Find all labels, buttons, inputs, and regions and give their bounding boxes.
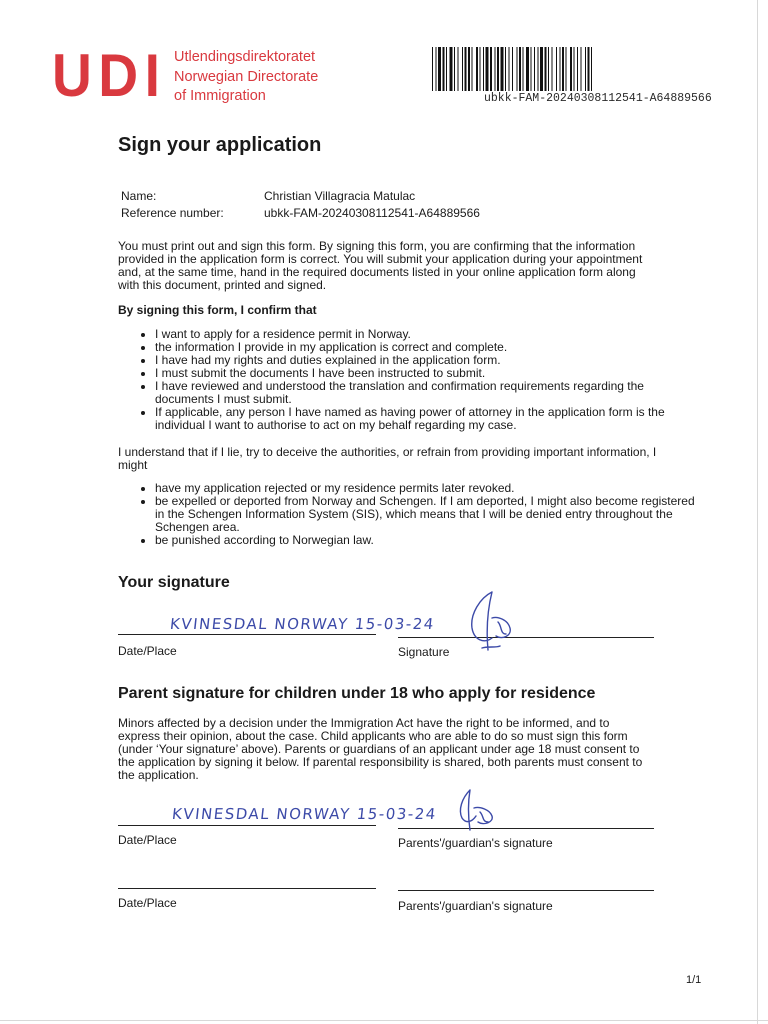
parent-signature-heading: Parent signature for children under 18 who apply for residence: [118, 685, 596, 702]
confirm-item: • If applicable, any person I have named as having power of attorney in the application form is the individual I want to authorise to act on my behalf regarding my case.: [155, 406, 695, 432]
logo-line-2: Norwegian Directorate: [174, 68, 319, 85]
confirm-item: • the information I provide in my application is correct and complete.: [155, 341, 695, 354]
barcode: [432, 47, 696, 91]
guardian-signature: [452, 786, 502, 838]
confirm-heading: By signing this form, I confirm that: [118, 303, 317, 317]
signature-label: Signature: [398, 645, 450, 659]
handwritten-date-place: KVINESDAL NORWAY 15-03-24: [169, 615, 436, 633]
scan-edge-bottom: [0, 1020, 768, 1021]
guardian-signature-label: Parents'/guardian's signature: [398, 836, 553, 850]
handwritten-date-place-guardian: KVINESDAL NORWAY 15-03-24: [171, 805, 438, 823]
date-place-label: Date/Place: [118, 644, 177, 658]
page-title: Sign your application: [118, 134, 322, 156]
scan-edge-right: [757, 0, 758, 1024]
udi-logo: [52, 42, 176, 109]
signature-line: [398, 637, 654, 638]
date-place-line: [118, 634, 376, 635]
intro-paragraph: You must print out and sign this form. By signing this form, you are confirming that the information provided in the application form is correct. You will submit your application during your appointment and, at the same time, hand in the required documents listed in your online application form along with this document, printed and signed.: [118, 239, 643, 292]
applicant-signature: [462, 588, 518, 658]
lie-intro-paragraph: I understand that if I lie, try to deceive the authorities, or refrain from providing important information, I might: [118, 445, 657, 472]
guardian-date-place-label-2: Date/Place: [118, 896, 177, 910]
guardian-signature-line: [398, 828, 654, 829]
consequence-list: [118, 482, 695, 547]
guardian-date-place-line: [118, 825, 376, 826]
page-number: 1/1: [686, 974, 702, 986]
confirm-item: • I must submit the documents I have been instructed to submit.: [155, 367, 695, 380]
logo-line-1: Utlendingsdirektoratet: [174, 49, 316, 65]
udi-logo-text: [174, 48, 318, 107]
consequence-item: • be expelled or deported from Norway and Schengen. If I am deported, I might also become registered in the Schengen Information System (SIS), which means that I will be denied entry throughout the Schengen area.: [155, 495, 695, 534]
udi-logo-mark: UDI: [52, 42, 167, 109]
confirm-item: • I want to apply for a residence permit in Norway.: [155, 328, 695, 341]
confirm-list: [118, 328, 695, 432]
barcode-text: ubkk-FAM-20240308112541-A64889566: [484, 92, 712, 105]
guardian-signature-label-2: Parents'/guardian's signature: [398, 899, 553, 913]
guardian-signature-line-2: [398, 890, 654, 891]
consequence-item: • be punished according to Norwegian law.: [155, 534, 695, 547]
name-label: Name:: [121, 189, 157, 203]
guardian-date-place-label: Date/Place: [118, 833, 177, 847]
confirm-item: • I have reviewed and understood the translation and confirmation requirements regarding the documents I must submit.: [155, 380, 695, 406]
confirm-item: • I have had my rights and duties explained in the application form.: [155, 354, 695, 367]
reference-label: Reference number:: [121, 206, 224, 220]
logo-line-3: of Immigration: [174, 88, 266, 104]
reference-value: ubkk-FAM-20240308112541-A64889566: [264, 206, 480, 220]
parent-paragraph: Minors affected by a decision under the Immigration Act have the right to be informed, and to express their opinion, about the case. Child applicants who are able to do so must sign this form (under ‘Your signature’ above). Parents or guardians of an applicant under age 18 must consent to the application by signing it below. If parental responsibility is shared, both parents must consent to the application.: [118, 716, 643, 782]
guardian-date-place-line-2: [118, 888, 376, 889]
name-value: Christian Villagracia Matulac: [264, 189, 416, 203]
your-signature-heading: Your signature: [118, 574, 230, 591]
consequence-item: • have my application rejected or my residence permits later revoked.: [155, 482, 695, 495]
